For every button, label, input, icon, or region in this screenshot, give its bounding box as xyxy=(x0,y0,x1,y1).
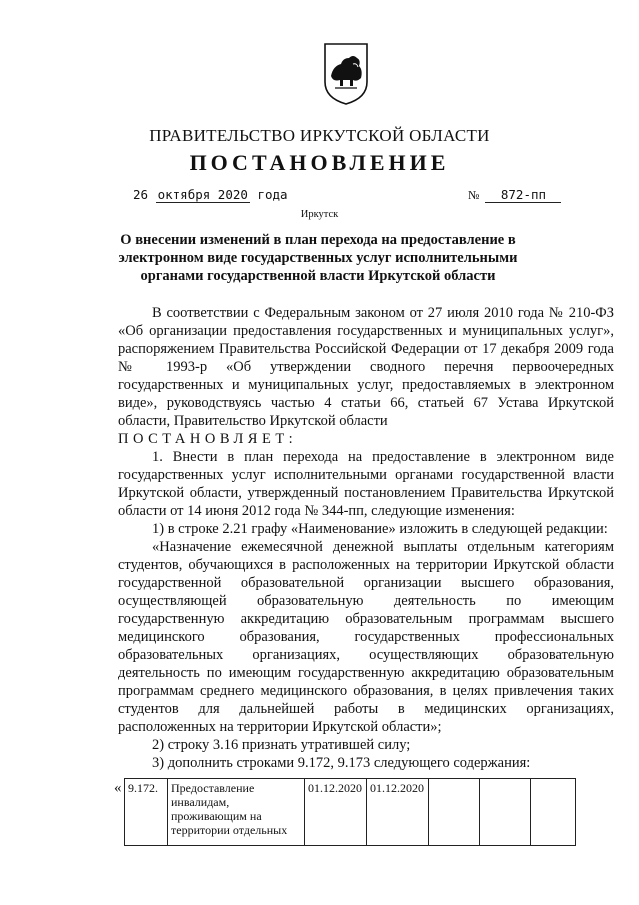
quoted-name-paragraph: «Назначение ежемесячной денежной выплаты отдельным категориям студентов, обучающихся в расположенных на территории Иркутской области государственной образовательной организации высшего образования, осуществляющей образовательную деятельность по имеющим государственную аккредитацию образовательным программам высшего медицинского образования, государственных профессиональных образовательных организациях, осуществляющих образовательную деятельность по имеющим государственную аккредитацию образовательным программам среднего медицинского образования, в целях привлечения таких студентов для дальнейшей работы в медицинских организациях, расположенных на территории Иркутской области»; xyxy=(118,539,614,735)
number-value: 872-пп xyxy=(485,187,561,203)
empty-cell-7 xyxy=(531,779,576,846)
date-cell-1: 01.12.2020 xyxy=(305,779,367,846)
date-suffix: года xyxy=(257,187,288,202)
government-name: ПРАВИТЕЛЬСТВО ИРКУТСКОЙ ОБЛАСТИ xyxy=(149,126,490,145)
service-name-cell: Предоставление инвалидам, проживающим на территории отдельных xyxy=(168,779,305,846)
item-1-paragraph: 1. Внести в план перехода на предоставление в электронном виде государственных услуг исполнительными органами государственной власти Иркутской области, утвержденный постановлением Правительства Иркутской области от 14 июня 2012 года № 344-пп, следующие изменения: xyxy=(118,449,614,519)
document-type-title: ПОСТАНОВЛЕНИЕ xyxy=(189,150,450,175)
empty-cell-5 xyxy=(429,779,480,846)
additions-table xyxy=(112,778,576,846)
subitem-2-paragraph: 2) строку 3.16 признать утратившей силу; xyxy=(152,737,411,753)
date-day: 26 xyxy=(133,187,149,202)
table-row xyxy=(112,779,576,846)
city-name: Иркутск xyxy=(300,209,339,220)
decree-subject: О внесении изменений в план перехода на предоставление в электронном виде государственных услуг исполнительными органами государственной власти Иркутской области xyxy=(118,232,518,284)
preamble-paragraph: В соответствии с Федеральным законом от 27 июля 2010 года № 210-ФЗ «Об организации предоставления государственных и муниципальных услуг», распоряжением Правительства Российской Федерации от 17 декабря 2009 года № 1993-р «Об утверждении сводного перечня первоочередных государственных и муниципальных услуг, предоставляемых в электронном виде», руководствуясь частью 4 статьи 66, статьей 67 Устава Иркутской области, Правительство Иркутской области xyxy=(118,305,614,429)
open-quote-mark: « xyxy=(114,779,122,796)
subitem-3-paragraph: 3) дополнить строками 9.172, 9.173 следующего содержания: xyxy=(152,755,531,771)
resolves-heading: ПОСТАНОВЛЯЕТ: xyxy=(118,431,298,447)
empty-cell-6 xyxy=(480,779,531,846)
irkutsk-coat-of-arms-icon xyxy=(323,42,369,106)
date-month-year: октября 2020 xyxy=(157,187,248,202)
subitem-1-paragraph: 1) в строке 2.21 графу «Наименование» изложить в следующей редакции: xyxy=(152,521,608,537)
number-sign: № xyxy=(468,188,480,202)
decree-number xyxy=(468,187,561,203)
date-cell-2: 01.12.2020 xyxy=(367,779,429,846)
decree-body xyxy=(118,304,614,772)
row-number-cell: 9.172. xyxy=(125,779,168,846)
decree-date xyxy=(133,187,288,202)
